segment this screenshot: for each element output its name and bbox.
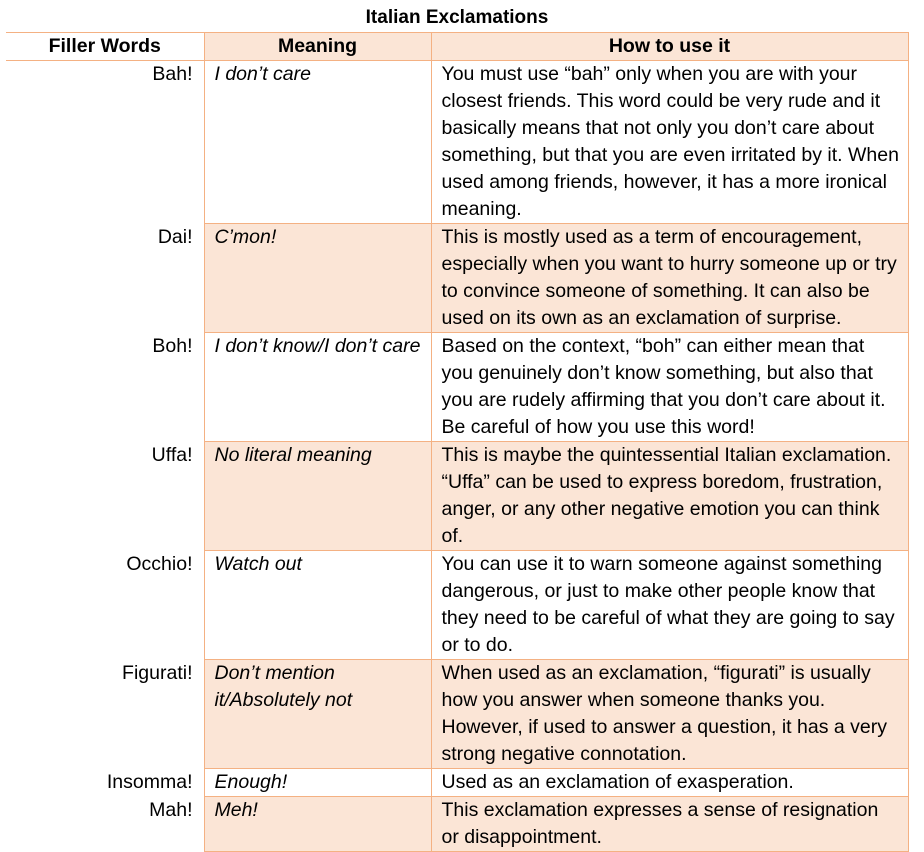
table-row <box>6 442 908 551</box>
usage-cell: You must use “bah” only when you are with your closest friends. This word could be very rude and it basically means that not only you don’t care about something, but that you are even irritated by it. When used among friends, however, it has a more ironical meaning. <box>431 61 908 224</box>
meaning-cell: Meh! <box>204 797 431 852</box>
exclamations-table <box>6 32 909 852</box>
meaning-cell: C’mon! <box>204 224 431 333</box>
usage-cell: Used as an exclamation of exasperation. <box>431 769 908 797</box>
table-row <box>6 551 908 660</box>
filler-word-cell: Boh! <box>152 334 193 357</box>
table-row <box>6 797 908 852</box>
filler-word-cell: Dai! <box>157 225 193 248</box>
header-filler-words: Filler Words <box>6 33 204 61</box>
filler-word-cell: Uffa! <box>151 443 193 466</box>
filler-word-cell: Occhio! <box>126 552 193 575</box>
table-row <box>6 333 908 442</box>
header-how-to-use: How to use it <box>431 33 908 61</box>
usage-cell: This exclamation expresses a sense of resignation or disappointment. <box>431 797 908 852</box>
usage-cell: Based on the context, “boh” can either mean that you genuinely don’t know something, but also that you are rudely affirming that you don’t care about it. Be careful of how you use this word! <box>431 333 908 442</box>
table-row <box>6 769 908 797</box>
usage-cell: This is mostly used as a term of encouragement, especially when you want to hurry someone up or try to convince someone of something. It can also be used on its own as an exclamation of surprise. <box>431 224 908 333</box>
header-meaning: Meaning <box>204 33 431 61</box>
meaning-cell: Watch out <box>204 551 431 660</box>
usage-cell: When used as an exclamation, “figurati” is usually how you answer when someone thanks you. However, if used to answer a question, it has a very strong negative connotation. <box>431 660 908 769</box>
meaning-cell: Don’t mention it/Absolutely not <box>204 660 431 769</box>
meaning-cell: No literal meaning <box>204 442 431 551</box>
usage-cell: You can use it to warn someone against something dangerous, or just to make other people know that they need to be careful of what they are going to say or to do. <box>431 551 908 660</box>
filler-word-cell: Figurati! <box>122 661 193 684</box>
filler-word-cell: Bah! <box>152 63 193 85</box>
meaning-cell: I don’t know/I don’t care <box>204 333 431 442</box>
meaning-cell: Enough! <box>204 769 431 797</box>
usage-cell: This is maybe the quintessential Italian exclamation. “Uffa” can be used to express boredom, frustration, anger, or any other negative emotion you can think of. <box>431 442 908 551</box>
header-row <box>6 33 908 61</box>
table-row <box>6 224 908 333</box>
table-caption: Italian Exclamations <box>365 7 549 28</box>
filler-word-cell: Mah! <box>149 798 193 821</box>
table-row <box>6 660 908 769</box>
meaning-cell: I don’t care <box>204 61 431 224</box>
filler-word-cell: Insomma! <box>106 770 193 793</box>
table-row <box>6 61 908 224</box>
